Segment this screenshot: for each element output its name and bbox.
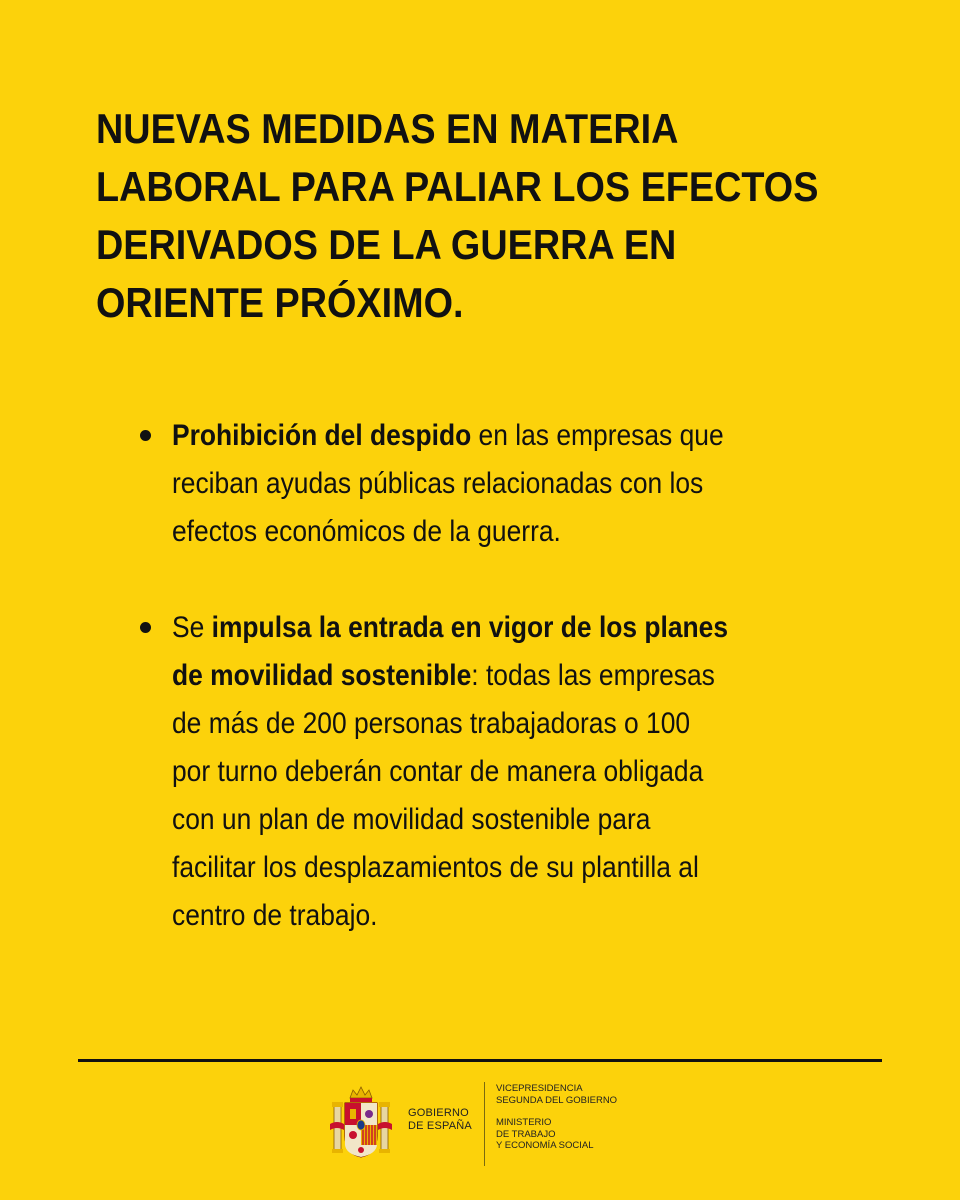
measure-highlight: de movilidad sostenible [172, 659, 472, 692]
footer-logo-block [316, 1076, 646, 1168]
measure-line: por turno deberán contar de manera obligada [172, 755, 704, 788]
vicepresidency-line: VICEPRESIDENCIA [496, 1083, 583, 1094]
title-line: ORIENTE PRÓXIMO. [96, 279, 464, 326]
vicepresidency-line: SEGUNDA DEL GOBIERNO [496, 1094, 618, 1106]
measure-text [172, 412, 876, 556]
measure-line [172, 412, 876, 460]
government-line: GOBIERNO [408, 1107, 469, 1119]
measure-line-text: Se [172, 611, 212, 644]
page-title [96, 100, 834, 332]
footer-separator [484, 1082, 485, 1166]
footer-divider [78, 1059, 882, 1062]
measure-item-sustainable-mobility [138, 604, 878, 940]
measure-line-text: en las empresas que [471, 419, 724, 452]
title-line: NUEVAS MEDIDAS EN MATERIA [96, 105, 679, 152]
measure-highlight: Prohibición del despido [172, 419, 472, 452]
measure-line: de más de 200 personas trabajadoras o 100 [172, 707, 691, 740]
ministry-label [496, 1083, 617, 1152]
bullet-dot-icon [140, 430, 151, 441]
measure-line: reciban ayudas públicas relacionadas con los [172, 467, 704, 500]
government-label [408, 1107, 472, 1133]
measures-list [138, 412, 878, 940]
measure-line [172, 604, 876, 652]
title-line: LABORAL PARA PALIAR LOS EFECTOS [96, 163, 819, 210]
ministry-line: Y ECONOMÍA SOCIAL [496, 1140, 594, 1151]
measure-item-dismissal-ban [138, 412, 878, 556]
measure-line [172, 652, 876, 700]
government-line: DE ESPAÑA [408, 1120, 472, 1132]
ministry-line: DE TRABAJO [496, 1128, 556, 1140]
measure-line: efectos económicos de la guerra. [172, 515, 561, 548]
measure-highlight: impulsa la entrada en vigor de los planes [211, 611, 729, 644]
spain-coat-of-arms-icon [330, 1084, 392, 1160]
measure-line: centro de trabajo. [172, 899, 378, 932]
bullet-dot-icon [140, 622, 151, 633]
title-line: DERIVADOS DE LA GUERRA EN [96, 221, 677, 268]
measure-line: facilitar los desplazamientos de su plantilla al [172, 851, 699, 884]
ministry-line: MINISTERIO [496, 1117, 552, 1128]
measure-text [172, 604, 876, 940]
measure-line-text: : todas las empresas [471, 659, 715, 692]
measure-line: con un plan de movilidad sostenible para [172, 803, 651, 836]
